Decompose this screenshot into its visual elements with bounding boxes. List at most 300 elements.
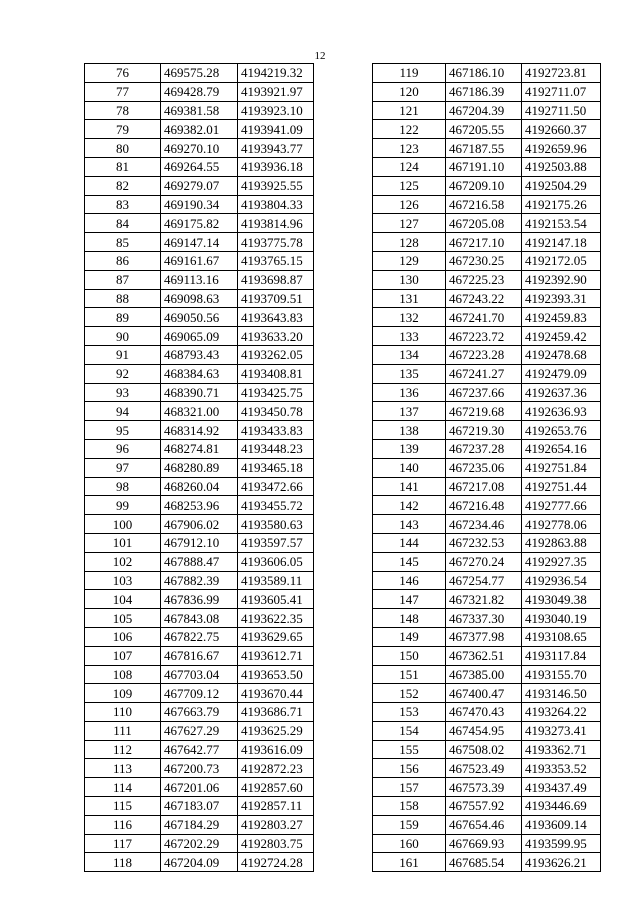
point-number-cell: 113 (85, 759, 161, 778)
y-coordinate-cell: 4192636.93 (522, 402, 601, 421)
table-row (373, 214, 601, 233)
y-coordinate-cell: 4192778.06 (522, 515, 601, 534)
point-number-cell: 155 (373, 740, 446, 759)
table-row (373, 496, 601, 515)
y-coordinate-cell: 4193941.09 (238, 120, 314, 139)
y-coordinate-cell: 4192711.07 (522, 82, 601, 101)
y-coordinate-cell: 4192723.81 (522, 64, 601, 83)
y-coordinate-cell: 4193155.70 (522, 665, 601, 684)
x-coordinate-cell: 467709.12 (161, 684, 238, 703)
y-coordinate-cell: 4193936.18 (238, 157, 314, 176)
x-coordinate-cell: 467187.55 (446, 139, 522, 158)
point-number-cell: 137 (373, 402, 446, 421)
x-coordinate-cell: 467219.68 (446, 402, 522, 421)
point-number-cell: 132 (373, 308, 446, 327)
table-row (373, 533, 601, 552)
y-coordinate-cell: 4192857.60 (238, 778, 314, 797)
x-coordinate-cell: 467362.51 (446, 646, 522, 665)
point-number-cell: 145 (373, 552, 446, 571)
point-number-cell: 127 (373, 214, 446, 233)
x-coordinate-cell: 467183.07 (161, 797, 238, 816)
x-coordinate-cell: 467642.77 (161, 740, 238, 759)
y-coordinate-cell: 4193765.15 (238, 251, 314, 270)
table-row (373, 327, 601, 346)
y-coordinate-cell: 4192393.31 (522, 289, 601, 308)
table-row (373, 251, 601, 270)
y-coordinate-cell: 4192653.76 (522, 421, 601, 440)
x-coordinate-cell: 467816.67 (161, 646, 238, 665)
x-coordinate-cell: 467217.10 (446, 233, 522, 252)
point-number-cell: 109 (85, 684, 161, 703)
table-row (85, 195, 314, 214)
y-coordinate-cell: 4193264.22 (522, 703, 601, 722)
table-row (85, 270, 314, 289)
y-coordinate-cell: 4193804.33 (238, 195, 314, 214)
point-number-cell: 142 (373, 496, 446, 515)
table-row (373, 82, 601, 101)
table-row (373, 571, 601, 590)
x-coordinate-cell: 467523.49 (446, 759, 522, 778)
y-coordinate-cell: 4193921.97 (238, 82, 314, 101)
point-number-cell: 139 (373, 439, 446, 458)
x-coordinate-cell: 467822.75 (161, 627, 238, 646)
table-row (373, 477, 601, 496)
x-coordinate-cell: 467204.09 (161, 853, 238, 872)
y-coordinate-cell: 4193425.75 (238, 383, 314, 402)
y-coordinate-cell: 4192872.23 (238, 759, 314, 778)
x-coordinate-cell: 467223.72 (446, 327, 522, 346)
y-coordinate-cell: 4193448.23 (238, 439, 314, 458)
x-coordinate-cell: 467685.54 (446, 853, 522, 872)
table-row (85, 120, 314, 139)
point-number-cell: 128 (373, 233, 446, 252)
point-number-cell: 106 (85, 627, 161, 646)
point-number-cell: 144 (373, 533, 446, 552)
x-coordinate-cell: 467201.06 (161, 778, 238, 797)
table-row (85, 496, 314, 515)
point-number-cell: 121 (373, 101, 446, 120)
table-row (373, 308, 601, 327)
x-coordinate-cell: 467663.79 (161, 703, 238, 722)
point-number-cell: 151 (373, 665, 446, 684)
x-coordinate-cell: 469279.07 (161, 176, 238, 195)
table-row (373, 797, 601, 816)
y-coordinate-cell: 4193465.18 (238, 458, 314, 477)
table-row (85, 64, 314, 83)
x-coordinate-cell: 467232.53 (446, 533, 522, 552)
table-row (85, 552, 314, 571)
x-coordinate-cell: 467219.30 (446, 421, 522, 440)
y-coordinate-cell: 4193472.66 (238, 477, 314, 496)
point-number-cell: 99 (85, 496, 161, 515)
table-row (85, 157, 314, 176)
y-coordinate-cell: 4192392.90 (522, 270, 601, 289)
table-row (85, 740, 314, 759)
x-coordinate-cell: 469575.28 (161, 64, 238, 83)
x-coordinate-cell: 467470.43 (446, 703, 522, 722)
page-number: 12 (314, 50, 326, 62)
y-coordinate-cell: 4193622.35 (238, 609, 314, 628)
x-coordinate-cell: 467235.06 (446, 458, 522, 477)
x-coordinate-cell: 467888.47 (161, 552, 238, 571)
x-coordinate-cell: 469113.16 (161, 270, 238, 289)
table-row (373, 345, 601, 364)
point-number-cell: 101 (85, 533, 161, 552)
x-coordinate-cell: 467906.02 (161, 515, 238, 534)
table-row (373, 609, 601, 628)
x-coordinate-cell: 467882.39 (161, 571, 238, 590)
point-number-cell: 150 (373, 646, 446, 665)
point-number-cell: 146 (373, 571, 446, 590)
table-row (373, 439, 601, 458)
x-coordinate-cell: 469065.09 (161, 327, 238, 346)
point-number-cell: 77 (85, 82, 161, 101)
point-number-cell: 102 (85, 552, 161, 571)
point-number-cell: 76 (85, 64, 161, 83)
point-number-cell: 148 (373, 609, 446, 628)
table-row (85, 421, 314, 440)
table-row (85, 289, 314, 308)
point-number-cell: 160 (373, 834, 446, 853)
y-coordinate-cell: 4193616.09 (238, 740, 314, 759)
x-coordinate-cell: 467223.28 (446, 345, 522, 364)
point-number-cell: 79 (85, 120, 161, 139)
x-coordinate-cell: 467243.22 (446, 289, 522, 308)
point-number-cell: 87 (85, 270, 161, 289)
table-row (373, 233, 601, 252)
y-coordinate-cell: 4192459.42 (522, 327, 601, 346)
x-coordinate-cell: 467205.08 (446, 214, 522, 233)
x-coordinate-cell: 468274.81 (161, 439, 238, 458)
y-coordinate-cell: 4192936.54 (522, 571, 601, 590)
point-number-cell: 130 (373, 270, 446, 289)
point-number-cell: 154 (373, 721, 446, 740)
y-coordinate-cell: 4193589.11 (238, 571, 314, 590)
x-coordinate-cell: 469098.63 (161, 289, 238, 308)
table-row (373, 778, 601, 797)
x-coordinate-cell: 468321.00 (161, 402, 238, 421)
x-coordinate-cell: 467217.08 (446, 477, 522, 496)
y-coordinate-cell: 4192479.09 (522, 364, 601, 383)
table-row (85, 778, 314, 797)
point-number-cell: 124 (373, 157, 446, 176)
table-row (85, 665, 314, 684)
x-coordinate-cell: 469381.58 (161, 101, 238, 120)
table-row (85, 458, 314, 477)
point-number-cell: 84 (85, 214, 161, 233)
point-number-cell: 129 (373, 251, 446, 270)
y-coordinate-cell: 4193609.14 (522, 815, 601, 834)
x-coordinate-cell: 467508.02 (446, 740, 522, 759)
x-coordinate-cell: 467254.77 (446, 571, 522, 590)
y-coordinate-cell: 4193633.20 (238, 327, 314, 346)
table-row (85, 82, 314, 101)
y-coordinate-cell: 4193698.87 (238, 270, 314, 289)
point-number-cell: 140 (373, 458, 446, 477)
y-coordinate-cell: 4192459.83 (522, 308, 601, 327)
y-coordinate-cell: 4192724.28 (238, 853, 314, 872)
y-coordinate-cell: 4193040.19 (522, 609, 601, 628)
x-coordinate-cell: 467912.10 (161, 533, 238, 552)
y-coordinate-cell: 4192777.66 (522, 496, 601, 515)
y-coordinate-cell: 4193262.05 (238, 345, 314, 364)
x-coordinate-cell: 467209.10 (446, 176, 522, 195)
x-coordinate-cell: 467237.66 (446, 383, 522, 402)
point-number-cell: 107 (85, 646, 161, 665)
x-coordinate-cell: 469428.79 (161, 82, 238, 101)
y-coordinate-cell: 4192927.35 (522, 552, 601, 571)
table-row (85, 383, 314, 402)
y-coordinate-cell: 4192147.18 (522, 233, 601, 252)
point-number-cell: 158 (373, 797, 446, 816)
table-row (85, 477, 314, 496)
table-row (373, 289, 601, 308)
y-coordinate-cell: 4192637.36 (522, 383, 601, 402)
y-coordinate-cell: 4192803.27 (238, 815, 314, 834)
point-number-cell: 95 (85, 421, 161, 440)
point-number-cell: 86 (85, 251, 161, 270)
x-coordinate-cell: 467270.24 (446, 552, 522, 571)
point-number-cell: 120 (373, 82, 446, 101)
x-coordinate-cell: 469175.82 (161, 214, 238, 233)
point-number-cell: 103 (85, 571, 161, 590)
x-coordinate-cell: 467216.58 (446, 195, 522, 214)
table-row (85, 759, 314, 778)
point-number-cell: 96 (85, 439, 161, 458)
x-coordinate-cell: 467654.46 (446, 815, 522, 834)
point-number-cell: 83 (85, 195, 161, 214)
y-coordinate-cell: 4192172.05 (522, 251, 601, 270)
x-coordinate-cell: 467377.98 (446, 627, 522, 646)
table-row (373, 402, 601, 421)
x-coordinate-cell: 467186.10 (446, 64, 522, 83)
table-row (85, 345, 314, 364)
point-number-cell: 152 (373, 684, 446, 703)
point-number-cell: 126 (373, 195, 446, 214)
x-coordinate-cell: 468260.04 (161, 477, 238, 496)
table-row (373, 815, 601, 834)
point-number-cell: 80 (85, 139, 161, 158)
x-coordinate-cell: 467204.39 (446, 101, 522, 120)
point-number-cell: 149 (373, 627, 446, 646)
x-coordinate-cell: 467234.46 (446, 515, 522, 534)
point-number-cell: 92 (85, 364, 161, 383)
point-number-cell: 118 (85, 853, 161, 872)
table-row (373, 665, 601, 684)
x-coordinate-cell: 469382.01 (161, 120, 238, 139)
table-row (85, 327, 314, 346)
y-coordinate-cell: 4193353.52 (522, 759, 601, 778)
y-coordinate-cell: 4192863.88 (522, 533, 601, 552)
point-number-cell: 108 (85, 665, 161, 684)
y-coordinate-cell: 4192857.11 (238, 797, 314, 816)
y-coordinate-cell: 4192751.84 (522, 458, 601, 477)
point-number-cell: 98 (85, 477, 161, 496)
table-row (85, 364, 314, 383)
x-coordinate-cell: 467843.08 (161, 609, 238, 628)
y-coordinate-cell: 4193599.95 (522, 834, 601, 853)
point-number-cell: 131 (373, 289, 446, 308)
x-coordinate-cell: 467241.27 (446, 364, 522, 383)
table-row (373, 552, 601, 571)
table-row (85, 176, 314, 195)
coordinate-table-right (372, 63, 601, 872)
point-number-cell: 78 (85, 101, 161, 120)
table-row (373, 364, 601, 383)
x-coordinate-cell: 469050.56 (161, 308, 238, 327)
y-coordinate-cell: 4193653.50 (238, 665, 314, 684)
x-coordinate-cell: 467573.39 (446, 778, 522, 797)
point-number-cell: 114 (85, 778, 161, 797)
table-row (85, 609, 314, 628)
x-coordinate-cell: 467400.47 (446, 684, 522, 703)
table-row (85, 721, 314, 740)
x-coordinate-cell: 468280.89 (161, 458, 238, 477)
x-coordinate-cell: 467557.92 (446, 797, 522, 816)
table-row (373, 646, 601, 665)
point-number-cell: 136 (373, 383, 446, 402)
x-coordinate-cell: 467703.04 (161, 665, 238, 684)
y-coordinate-cell: 4193606.05 (238, 552, 314, 571)
x-coordinate-cell: 467225.23 (446, 270, 522, 289)
point-number-cell: 110 (85, 703, 161, 722)
table-row (85, 646, 314, 665)
y-coordinate-cell: 4192659.96 (522, 139, 601, 158)
y-coordinate-cell: 4193643.83 (238, 308, 314, 327)
point-number-cell: 143 (373, 515, 446, 534)
table-row (373, 458, 601, 477)
x-coordinate-cell: 467321.82 (446, 590, 522, 609)
table-row (373, 270, 601, 289)
table-row (85, 233, 314, 252)
y-coordinate-cell: 4193450.78 (238, 402, 314, 421)
table-row (373, 853, 601, 872)
table-row (373, 64, 601, 83)
point-number-cell: 153 (373, 703, 446, 722)
y-coordinate-cell: 4193775.78 (238, 233, 314, 252)
x-coordinate-cell: 469190.34 (161, 195, 238, 214)
point-number-cell: 141 (373, 477, 446, 496)
x-coordinate-cell: 467385.00 (446, 665, 522, 684)
table-row (85, 571, 314, 590)
table-row (373, 120, 601, 139)
point-number-cell: 97 (85, 458, 161, 477)
x-coordinate-cell: 467216.48 (446, 496, 522, 515)
point-number-cell: 159 (373, 815, 446, 834)
point-number-cell: 135 (373, 364, 446, 383)
y-coordinate-cell: 4193408.81 (238, 364, 314, 383)
table-row (85, 627, 314, 646)
y-coordinate-cell: 4192711.50 (522, 101, 601, 120)
y-coordinate-cell: 4192660.37 (522, 120, 601, 139)
x-coordinate-cell: 467186.39 (446, 82, 522, 101)
y-coordinate-cell: 4193626.21 (522, 853, 601, 872)
y-coordinate-cell: 4192654.16 (522, 439, 601, 458)
y-coordinate-cell: 4194219.32 (238, 64, 314, 83)
y-coordinate-cell: 4193686.71 (238, 703, 314, 722)
x-coordinate-cell: 467669.93 (446, 834, 522, 853)
x-coordinate-cell: 467202.29 (161, 834, 238, 853)
table-row (85, 214, 314, 233)
point-number-cell: 90 (85, 327, 161, 346)
y-coordinate-cell: 4193580.63 (238, 515, 314, 534)
table-row (85, 515, 314, 534)
y-coordinate-cell: 4193108.65 (522, 627, 601, 646)
point-number-cell: 100 (85, 515, 161, 534)
table-row (373, 590, 601, 609)
y-coordinate-cell: 4193433.83 (238, 421, 314, 440)
x-coordinate-cell: 468314.92 (161, 421, 238, 440)
y-coordinate-cell: 4193605.41 (238, 590, 314, 609)
y-coordinate-cell: 4193049.38 (522, 590, 601, 609)
y-coordinate-cell: 4192503.88 (522, 157, 601, 176)
point-number-cell: 122 (373, 120, 446, 139)
y-coordinate-cell: 4193437.49 (522, 778, 601, 797)
point-number-cell: 156 (373, 759, 446, 778)
x-coordinate-cell: 469161.67 (161, 251, 238, 270)
y-coordinate-cell: 4192751.44 (522, 477, 601, 496)
y-coordinate-cell: 4193455.72 (238, 496, 314, 515)
table-row (85, 251, 314, 270)
x-coordinate-cell: 467237.28 (446, 439, 522, 458)
coordinate-table-right-body (373, 64, 601, 872)
y-coordinate-cell: 4193362.71 (522, 740, 601, 759)
x-coordinate-cell: 467184.29 (161, 815, 238, 834)
point-number-cell: 89 (85, 308, 161, 327)
y-coordinate-cell: 4193629.65 (238, 627, 314, 646)
table-row (373, 176, 601, 195)
table-row (373, 515, 601, 534)
point-number-cell: 91 (85, 345, 161, 364)
table-row (85, 834, 314, 853)
x-coordinate-cell: 469147.14 (161, 233, 238, 252)
table-row (373, 740, 601, 759)
coordinate-table-left-body (85, 64, 314, 872)
point-number-cell: 138 (373, 421, 446, 440)
x-coordinate-cell: 467337.30 (446, 609, 522, 628)
y-coordinate-cell: 4193446.69 (522, 797, 601, 816)
point-number-cell: 157 (373, 778, 446, 797)
point-number-cell: 105 (85, 609, 161, 628)
table-row (85, 797, 314, 816)
table-row (373, 195, 601, 214)
table-row (373, 101, 601, 120)
point-number-cell: 93 (85, 383, 161, 402)
point-number-cell: 82 (85, 176, 161, 195)
point-number-cell: 133 (373, 327, 446, 346)
point-number-cell: 147 (373, 590, 446, 609)
x-coordinate-cell: 468384.63 (161, 364, 238, 383)
table-row (85, 139, 314, 158)
x-coordinate-cell: 467627.29 (161, 721, 238, 740)
point-number-cell: 134 (373, 345, 446, 364)
point-number-cell: 81 (85, 157, 161, 176)
point-number-cell: 111 (85, 721, 161, 740)
y-coordinate-cell: 4193670.44 (238, 684, 314, 703)
y-coordinate-cell: 4193612.71 (238, 646, 314, 665)
table-row (373, 157, 601, 176)
table-row (85, 853, 314, 872)
point-number-cell: 125 (373, 176, 446, 195)
table-row (85, 101, 314, 120)
point-number-cell: 117 (85, 834, 161, 853)
table-row (85, 439, 314, 458)
y-coordinate-cell: 4192153.54 (522, 214, 601, 233)
x-coordinate-cell: 468793.43 (161, 345, 238, 364)
x-coordinate-cell: 468390.71 (161, 383, 238, 402)
y-coordinate-cell: 4192504.29 (522, 176, 601, 195)
point-number-cell: 116 (85, 815, 161, 834)
